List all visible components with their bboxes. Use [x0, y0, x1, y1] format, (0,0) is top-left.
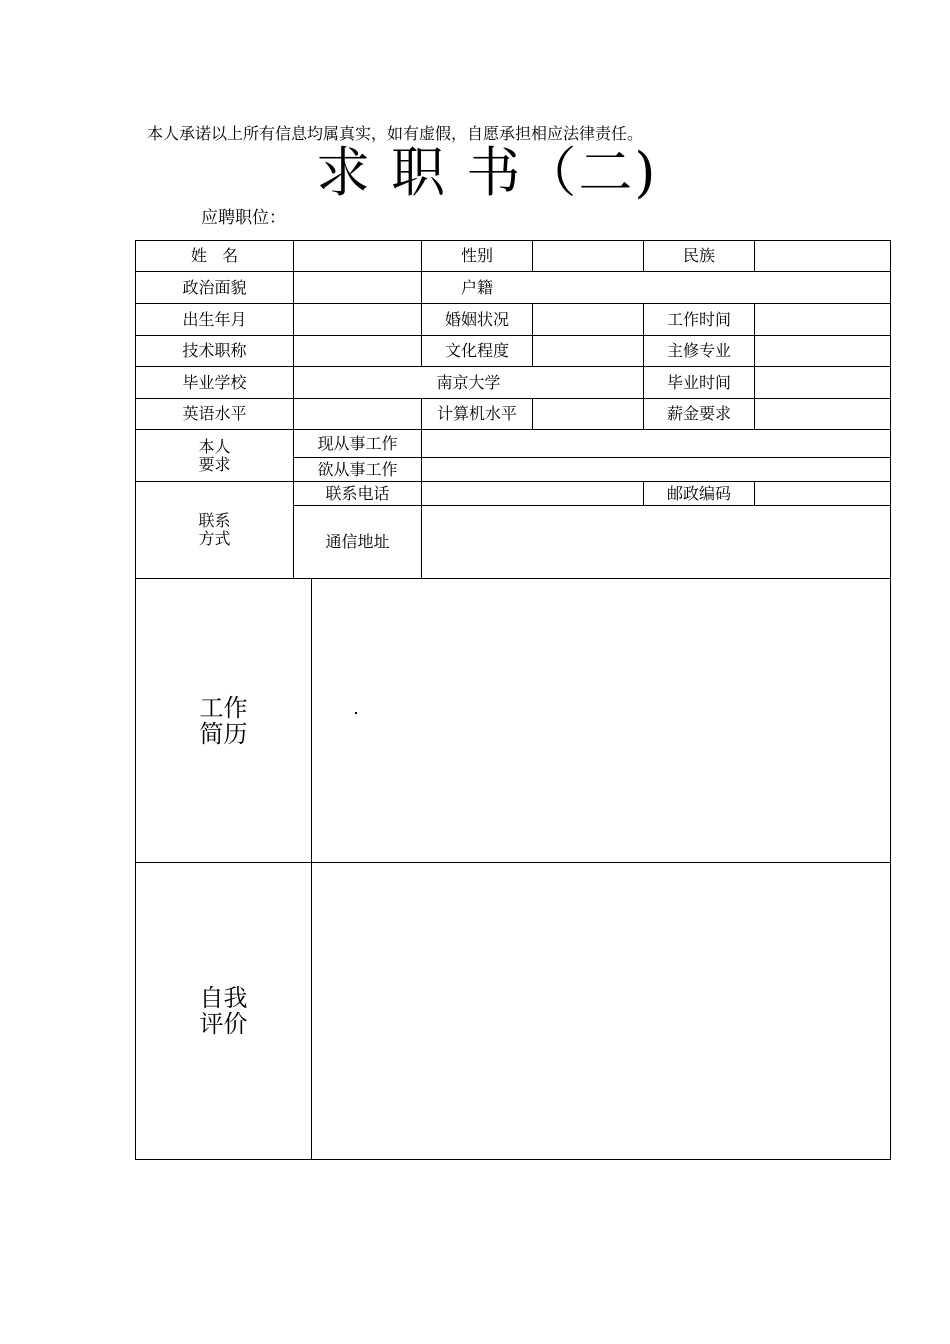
current-work-label: 现从事工作 — [317, 433, 398, 453]
english-label: 英语水平 — [182, 404, 247, 423]
work-time-label: 工作时间 — [666, 309, 731, 329]
ethnicity-field[interactable] — [755, 241, 890, 271]
household-field[interactable] — [533, 272, 890, 303]
household-label: 户籍 — [460, 277, 493, 297]
ethnicity-label: 民族 — [682, 246, 715, 265]
gender-label: 性别 — [460, 246, 493, 265]
self-evaluation-field[interactable] — [312, 863, 890, 1159]
address-label: 通信地址 — [325, 532, 390, 551]
tech-title-field[interactable] — [294, 336, 421, 366]
grad-time-field[interactable] — [755, 367, 890, 398]
major-field[interactable] — [755, 336, 890, 366]
self-evaluation-label — [136, 863, 311, 1159]
postcode-field[interactable] — [755, 482, 890, 505]
school-label: 毕业学校 — [182, 372, 247, 392]
page-title: 求 职 书（二) — [316, 141, 658, 204]
work-history-label-line2: 简历 — [199, 719, 248, 748]
marital-status-label: 婚姻状况 — [444, 309, 509, 329]
school-value[interactable]: 南京大学 — [436, 372, 501, 392]
birth-field[interactable] — [294, 304, 421, 335]
requirements-label-line1: 本人 — [198, 436, 231, 456]
current-work-field[interactable] — [422, 430, 890, 457]
work-time-field[interactable] — [755, 304, 890, 335]
education-field[interactable] — [533, 336, 643, 366]
applied-position-label: 应聘职位： — [201, 208, 286, 228]
contact-label-line1: 联系 — [198, 511, 231, 530]
salary-label: 薪金要求 — [666, 404, 731, 423]
grad-time-label: 毕业时间 — [666, 372, 731, 392]
english-field[interactable] — [294, 399, 421, 429]
phone-label: 联系电话 — [325, 483, 390, 503]
requirements-label-line2: 要求 — [198, 454, 231, 474]
stray-dot — [355, 712, 357, 714]
contact-label — [136, 482, 293, 578]
salary-field[interactable] — [755, 399, 890, 429]
name-label: 姓 名 — [190, 246, 239, 265]
birth-label: 出生年月 — [182, 309, 247, 329]
work-history-label — [136, 579, 311, 862]
table-line — [890, 240, 891, 1160]
desired-work-field[interactable] — [422, 458, 890, 481]
phone-field[interactable] — [422, 482, 643, 505]
tech-title-label: 技术职称 — [182, 341, 247, 360]
gender-field[interactable] — [533, 241, 643, 271]
education-label: 文化程度 — [444, 341, 509, 360]
major-label: 主修专业 — [666, 341, 731, 360]
postcode-label: 邮政编码 — [666, 483, 731, 503]
work-history-field[interactable] — [312, 579, 890, 862]
computer-field[interactable] — [533, 399, 643, 429]
pledge-statement: 本人承诺以上所有信息均属真实，如有虚假，自愿承担相应法律责任。 — [147, 124, 644, 143]
table-line — [135, 1159, 891, 1160]
political-status-label: 政治面貌 — [182, 277, 247, 297]
name-field[interactable] — [294, 241, 421, 271]
work-history-label-line1: 工作 — [199, 693, 248, 722]
desired-work-label: 欲从事工作 — [317, 459, 398, 479]
requirements-label — [136, 430, 293, 481]
political-status-field[interactable] — [294, 272, 421, 303]
computer-label: 计算机水平 — [436, 404, 517, 423]
contact-label-line2: 方式 — [198, 529, 231, 548]
application-form-table — [135, 240, 891, 1160]
self-evaluation-label-line1: 自我 — [199, 984, 248, 1012]
self-evaluation-label-line2: 评价 — [199, 1010, 248, 1038]
marital-status-field[interactable] — [533, 304, 643, 335]
address-field[interactable] — [422, 506, 890, 578]
